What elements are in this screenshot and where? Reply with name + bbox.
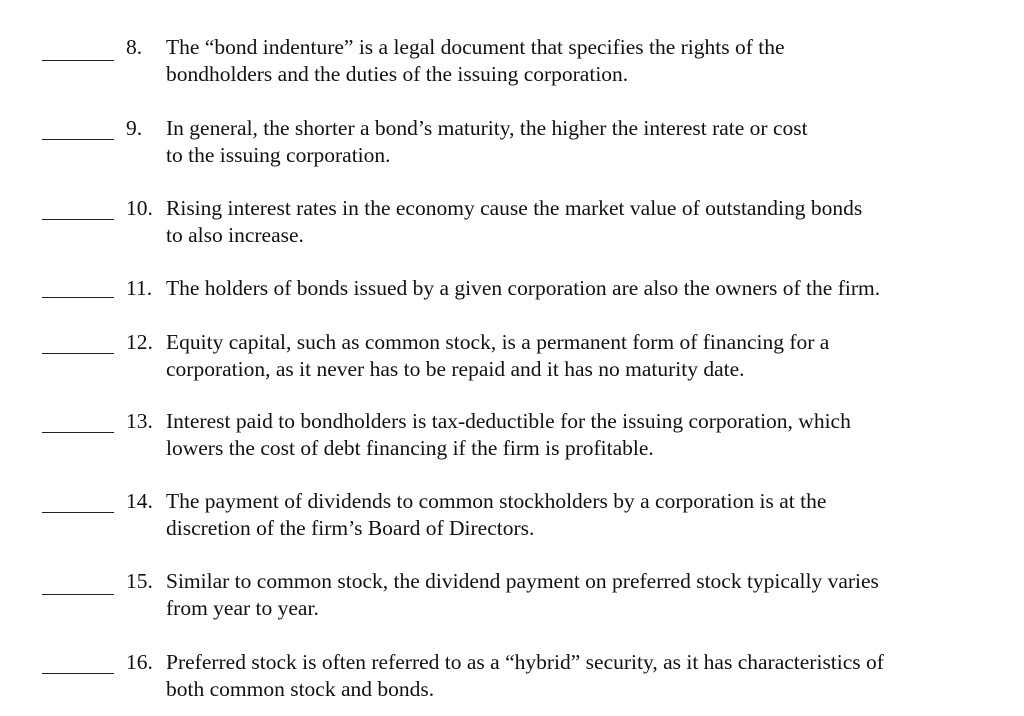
question-8 [0,34,1024,94]
question-text-line-2: bondholders and the duties of the issuing corporation. [166,62,629,86]
question-15 [0,568,1024,628]
question-text-line-2: corporation, as it never has to be repaid and it has no maturity date. [166,357,745,381]
question-9 [0,115,1024,175]
question-text-line-1: The “bond indenture” is a legal document that specifies the rights of the [166,35,785,59]
question-text-line-1: Interest paid to bondholders is tax-deductible for the issuing corporation, which [166,409,851,433]
question-text-line-1: Rising interest rates in the economy cause the market value of outstanding bonds [166,196,863,220]
question-text-line-2: both common stock and bonds. [166,677,435,701]
answer-blank-11[interactable] [42,297,114,298]
question-text-line-2: to the issuing corporation. [166,143,391,167]
question-text-line-1: The holders of bonds issued by a given corporation are also the owners of the firm. [166,276,881,300]
answer-blank-15[interactable] [42,594,114,595]
answer-blank-12[interactable] [42,353,114,354]
question-text-line-1: Equity capital, such as common stock, is a permanent form of financing for a [166,330,830,354]
question-12 [0,329,1024,389]
question-text-line-2: from year to year. [166,596,319,620]
question-text-line-2: to also increase. [166,223,304,247]
question-number: 8. [126,35,143,59]
question-10 [0,195,1024,255]
answer-blank-10[interactable] [42,219,114,220]
question-number: 9. [126,116,143,140]
answer-blank-9[interactable] [42,139,114,140]
question-number: 11. [126,276,153,300]
question-text-line-2: lowers the cost of debt financing if the firm is profitable. [166,436,654,460]
question-11 [0,275,1024,335]
answer-blank-13[interactable] [42,432,114,433]
question-text-line-1: In general, the shorter a bond’s maturity, the higher the interest rate or cost [166,116,808,140]
question-text-line-1: The payment of dividends to common stockholders by a corporation is at the [166,489,827,513]
question-number: 16. [126,650,153,674]
answer-blank-14[interactable] [42,512,114,513]
question-14 [0,488,1024,548]
question-number: 15. [126,569,153,593]
question-number: 10. [126,196,153,220]
question-text-line-1: Preferred stock is often referred to as a “hybrid” security, as it has characteristics of [166,650,884,674]
question-16 [0,649,1024,709]
question-number: 13. [126,409,153,433]
question-text-line-2: discretion of the firm’s Board of Directors. [166,516,535,540]
question-13 [0,408,1024,468]
question-text-line-1: Similar to common stock, the dividend payment on preferred stock typically varies [166,569,879,593]
answer-blank-16[interactable] [42,673,114,674]
answer-blank-8[interactable] [42,60,114,61]
question-number: 12. [126,330,153,354]
question-number: 14. [126,489,153,513]
